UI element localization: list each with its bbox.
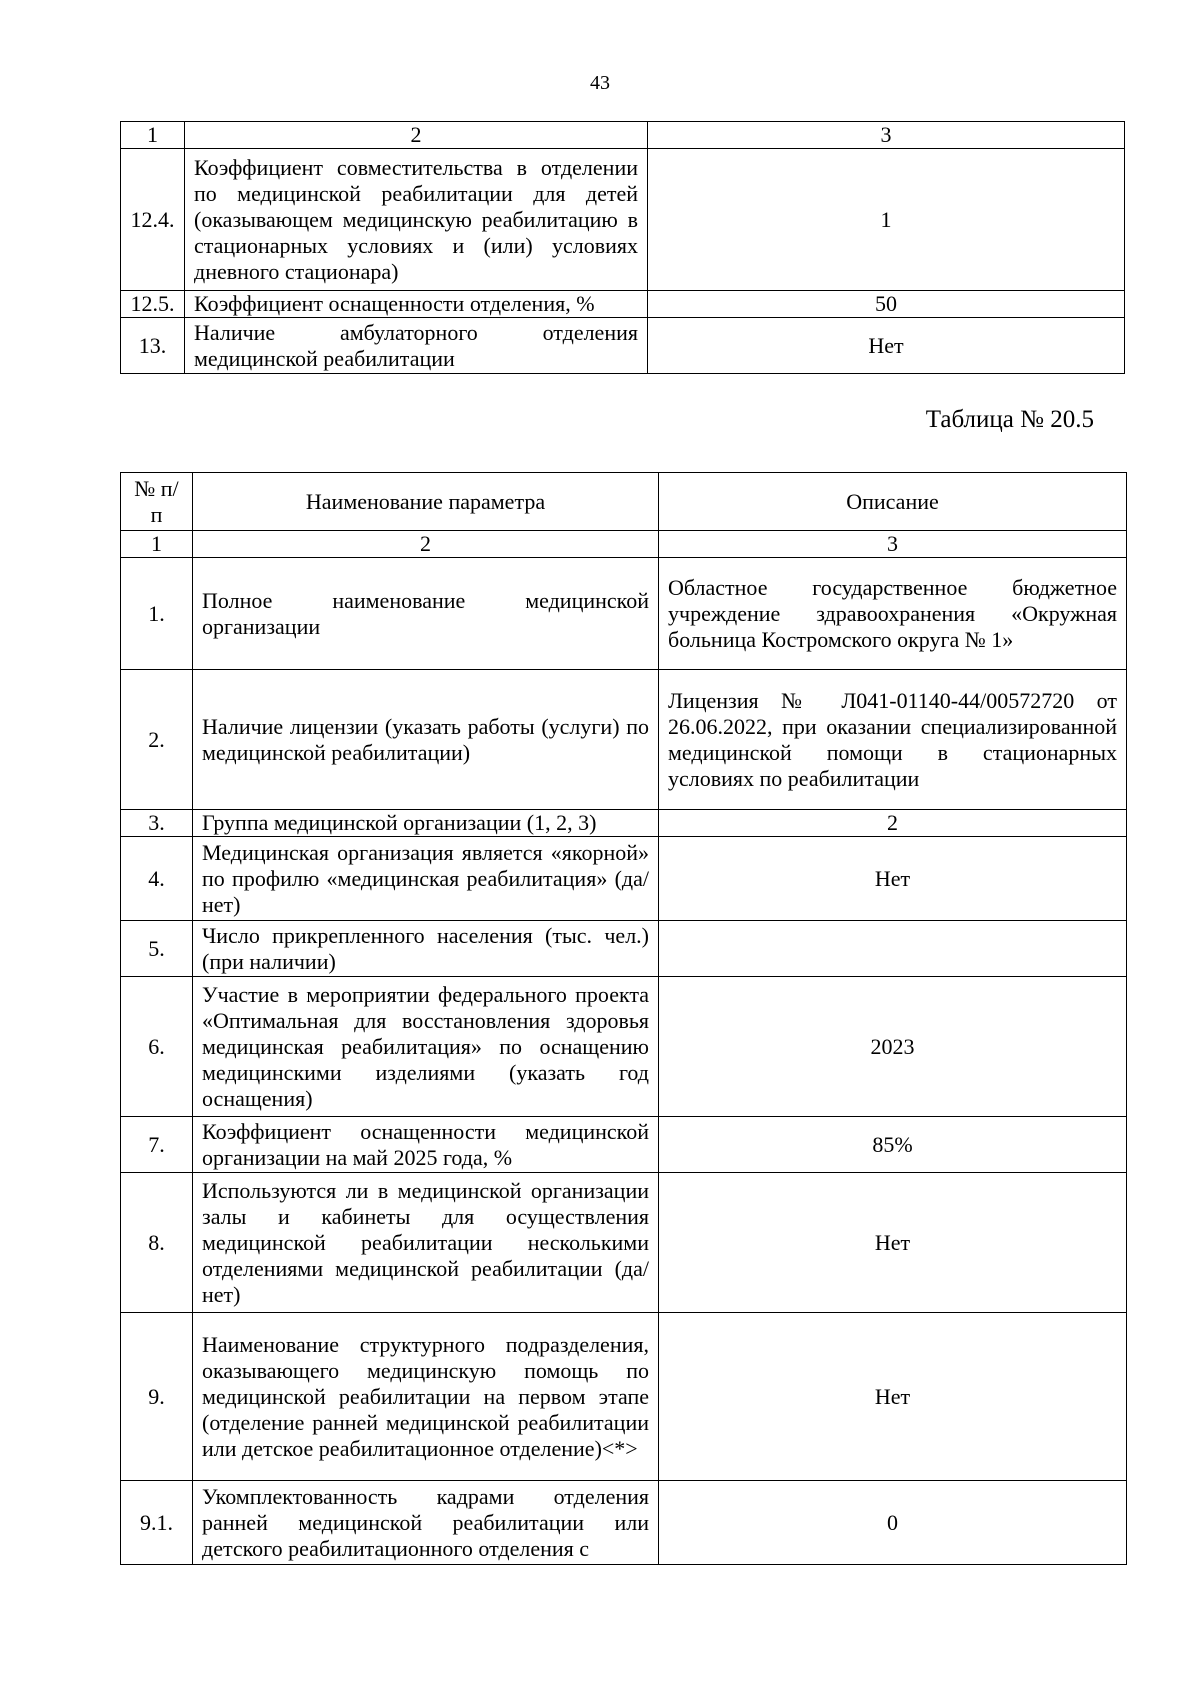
parameter-value: 0 [659,1481,1127,1565]
parameter-name: Наличие амбулаторного отделения медицинской реабилитации [185,318,648,374]
parameter-name: Участие в мероприятии федерального проекта «Оптимальная для восстановления здоровья медицинская реабилитация» по оснащению медицинскими изделиями (указать год оснащения) [193,977,659,1117]
parameter-value: Нет [659,837,1127,921]
row-number: 7. [121,1117,193,1173]
row-number: 6. [121,977,193,1117]
table-row [121,318,1125,374]
column-number-1: 1 [121,122,185,149]
parameter-name: Медицинская организация является «якорной» по профилю «медицинская реабилитация» (да/нет) [193,837,659,921]
table-caption: Таблица № 20.5 [925,406,1094,433]
table-row [121,921,1127,977]
table-row [121,837,1127,921]
table-row [121,670,1127,810]
parameter-name: Полное наименование медицинской организации [193,558,659,670]
row-number: 8. [121,1173,193,1313]
table-row [121,1481,1127,1565]
parameter-name: Группа медицинской организации (1, 2, 3) [193,810,659,837]
continuation-table [120,121,1125,374]
parameter-value: Нет [659,1313,1127,1481]
column-number-3: 3 [648,122,1125,149]
row-number: 9. [121,1313,193,1481]
parameter-value: 2023 [659,977,1127,1117]
parameter-name: Укомплектованность кадрами отделения ранней медицинской реабилитации или детского реабилитационного отделения с [193,1481,659,1565]
parameter-name: Коэффициент совместительства в отделении по медицинской реабилитации для детей (оказывающем медицинскую реабилитацию в стационарных условиях и (или) условиях дневного стационара) [185,149,648,291]
page-number: 43 [590,72,610,94]
parameter-name: Число прикрепленного населения (тыс. чел.) (при наличии) [193,921,659,977]
table-header-row [121,122,1125,149]
parameter-name: Коэффициент оснащенности отделения, % [185,291,648,318]
table-row [121,977,1127,1117]
column-number-2: 2 [185,122,648,149]
table-row [121,291,1125,318]
parameter-name: Наименование структурного подразделения, оказывающего медицинскую помощь по медицинской реабилитации на первом этапе (отделение ранней медицинской реабилитации или детское реабилитационное отделение)<*> [193,1313,659,1481]
parameter-name: Используются ли в медицинской организации залы и кабинеты для осуществления медицинской реабилитации несколькими отделениями медицинской реабилитации (да/нет) [193,1173,659,1313]
parameter-value: Нет [648,318,1125,374]
row-number: 12.4. [121,149,185,291]
parameter-name: Коэффициент оснащенности медицинской организации на май 2025 года, % [193,1117,659,1173]
parameter-name: Наличие лицензии (указать работы (услуги) по медицинской реабилитации) [193,670,659,810]
row-number: 13. [121,318,185,374]
row-number: 5. [121,921,193,977]
header-number: № п/п [121,473,193,531]
table-row [121,1173,1127,1313]
table-row [121,810,1127,837]
parameter-value: 2 [659,810,1127,837]
column-number-2: 2 [193,531,659,558]
parameter-value: Нет [659,1173,1127,1313]
column-number-3: 3 [659,531,1127,558]
row-number: 4. [121,837,193,921]
row-number: 1. [121,558,193,670]
table-row [121,558,1127,670]
column-numbering-row [121,531,1127,558]
table-row [121,149,1125,291]
parameters-table [120,472,1127,1565]
row-number: 3. [121,810,193,837]
parameter-value [659,921,1127,977]
parameter-value: 50 [648,291,1125,318]
column-number-1: 1 [121,531,193,558]
row-number: 9.1. [121,1481,193,1565]
row-number: 2. [121,670,193,810]
row-number: 12.5. [121,291,185,318]
parameter-value: Лицензия № Л041-01140-44/00572720 от 26.06.2022, при оказании специализированной медицинской помощи в стационарных условиях по реабилитации [659,670,1127,810]
table-row [121,1117,1127,1173]
parameter-value: Областное государственное бюджетное учреждение здравоохранения «Окружная больница Костромского округа № 1» [659,558,1127,670]
table-header-row [121,473,1127,531]
header-description: Описание [659,473,1127,531]
parameter-value: 1 [648,149,1125,291]
table-row [121,1313,1127,1481]
parameter-value: 85% [659,1117,1127,1173]
header-parameter-name: Наименование параметра [193,473,659,531]
